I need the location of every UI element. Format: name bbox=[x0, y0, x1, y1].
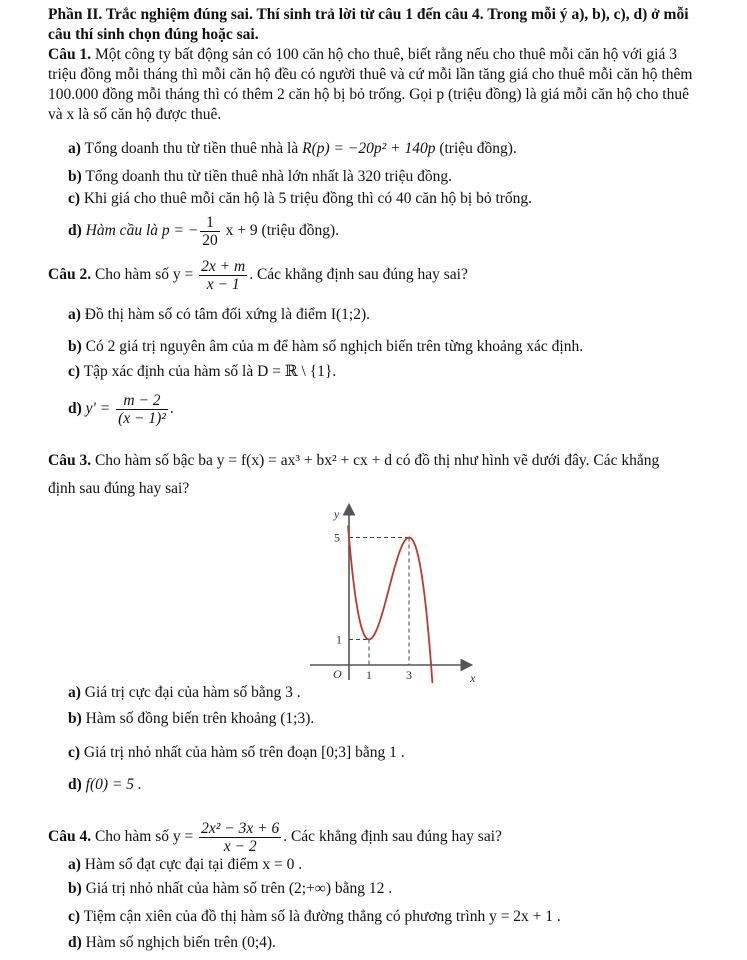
q2-text: Cho hàm số y = bbox=[91, 266, 198, 284]
x-tick-label-1: 1 bbox=[366, 668, 372, 682]
option-label: d) bbox=[68, 400, 82, 418]
option-label: b) bbox=[68, 168, 82, 185]
q1-stem bbox=[48, 46, 677, 64]
section-title-cont: câu thí sinh chọn đúng hoặc sai. bbox=[48, 26, 259, 43]
option-label: a) bbox=[68, 684, 81, 701]
option-text: Hàm số đồng biến trên khoảng (1;3). bbox=[81, 710, 315, 727]
numerator: 2x² − 3x + 6 bbox=[201, 820, 280, 837]
option-label: a) bbox=[68, 306, 81, 323]
q2-option-a bbox=[68, 306, 370, 324]
q4-text: Cho hàm số y = bbox=[91, 828, 198, 846]
q4-stem bbox=[48, 820, 502, 855]
cubic-curve bbox=[348, 526, 432, 684]
q1-stem-4: và x là số căn hộ được thuê. bbox=[48, 106, 222, 123]
y-tick-label-1: 1 bbox=[336, 632, 342, 647]
math: y' = bbox=[81, 400, 115, 418]
x-axis-label: x bbox=[470, 671, 476, 685]
option-label: d) bbox=[68, 222, 82, 240]
option-text: (triệu đồng). bbox=[435, 140, 517, 157]
q3-stem bbox=[48, 452, 659, 470]
q2-text: . Các khẳng định sau đúng hay sai? bbox=[249, 266, 468, 284]
q3-stem-2: định sau đúng hay sai? bbox=[48, 480, 190, 497]
fraction bbox=[200, 214, 220, 249]
guide-lines bbox=[349, 538, 409, 666]
q2-option-c bbox=[68, 362, 336, 381]
q3-option-d bbox=[68, 776, 142, 794]
option-text: Tổng doanh thu từ tiền thuê nhà lớn nhất là 320 triệu đồng. bbox=[81, 168, 452, 185]
q3-label: Câu 3. bbox=[48, 452, 92, 469]
option-text: Khi giá cho thuê mỗi căn hộ là 5 triệu đồng thì có 40 căn hộ bị bỏ trống. bbox=[80, 190, 533, 207]
option-label: b) bbox=[68, 710, 82, 727]
option-text: Tổng doanh thu từ tiền thuê nhà là bbox=[80, 140, 303, 157]
option-label: b) bbox=[68, 338, 82, 355]
option-label: c) bbox=[68, 363, 81, 380]
q1-option-b bbox=[68, 168, 452, 186]
origin-label: O bbox=[333, 667, 342, 681]
option-label: c) bbox=[68, 744, 81, 761]
y-axis-label: y bbox=[334, 507, 340, 521]
section-title: Phần II. Trắc nghiệm đúng sai. Thí sinh trả lời từ câu 1 đến câu 4. Trong mỗi ý a), b), c), d) ở mỗi bbox=[48, 6, 689, 23]
q4-option-b bbox=[68, 880, 392, 898]
q1-option-a bbox=[68, 140, 517, 158]
math: Hàm cầu là p = − bbox=[81, 222, 199, 240]
option-text: Giá trị cực đại của hàm số bằng 3 . bbox=[80, 684, 301, 701]
q3-option-c bbox=[68, 744, 405, 762]
denominator: (x − 1)² bbox=[118, 410, 166, 427]
denominator: 20 bbox=[202, 232, 218, 249]
option-text: Giá trị nhỏ nhất của hàm số trên (2;+∞) bằng 12 . bbox=[81, 880, 393, 897]
q4-option-a bbox=[68, 856, 302, 874]
option-text: . bbox=[169, 400, 174, 418]
option-text: x + 9 (triệu đồng). bbox=[221, 222, 340, 240]
q3-option-b bbox=[68, 710, 314, 728]
q4-option-c bbox=[68, 908, 561, 926]
option-label: a) bbox=[68, 856, 81, 873]
denominator: x − 1 bbox=[206, 276, 240, 293]
option-label: a) bbox=[68, 140, 81, 157]
math: R(p) = −20p² + 140p bbox=[302, 140, 436, 157]
fraction bbox=[199, 820, 281, 855]
fraction bbox=[116, 392, 168, 427]
option-text: Có 2 giá trị nguyên âm của m để hàm số nghịch biến trên từng khoảng xác định. bbox=[81, 338, 584, 355]
option-text: Đồ thị hàm số có tâm đối xứng là điểm I(1;2). bbox=[80, 306, 370, 323]
x-tick-label-3: 3 bbox=[406, 668, 412, 682]
denominator: x − 2 bbox=[223, 838, 257, 855]
option-text: Hàm số nghịch biến trên (0;4). bbox=[81, 934, 276, 951]
option-text: Tiệm cận xiên của đồ thị hàm số là đường thẳng có phương trình y = 2x + 1 . bbox=[80, 908, 561, 925]
q2-label: Câu 2. bbox=[48, 266, 92, 284]
q3-option-a bbox=[68, 684, 301, 702]
y-tick-label-5: 5 bbox=[334, 530, 340, 545]
option-label: d) bbox=[68, 776, 82, 793]
q1-stem-3: 100.000 đồng mỗi tháng thì có thêm 2 căn hộ bị bỏ trống. Gọi p (triệu đồng) là giá mỗi căn hộ cho thuê bbox=[48, 86, 689, 103]
option-label: d) bbox=[68, 934, 82, 951]
option-label: c) bbox=[68, 190, 81, 207]
option-text: Tập xác định của hàm số là D = ℝ \ {1}. bbox=[80, 363, 337, 380]
q2-option-b bbox=[68, 338, 583, 356]
numerator: m − 2 bbox=[116, 392, 168, 410]
option-label: c) bbox=[68, 908, 81, 925]
cubic-graph bbox=[300, 500, 480, 685]
q3-text: Cho hàm số bậc ba y = f(x) = ax³ + bx² + cx + d có đồ thị như hình vẽ dưới đây. Các khẳng bbox=[91, 452, 660, 469]
q2-stem bbox=[48, 258, 468, 293]
q4-option-d bbox=[68, 934, 276, 952]
option-label: b) bbox=[68, 880, 82, 897]
fraction bbox=[199, 258, 247, 293]
q2-option-d bbox=[68, 392, 174, 427]
numerator: 1 bbox=[200, 214, 220, 232]
q1-option-c bbox=[68, 190, 532, 208]
q1-text: Một công ty bất động sản có 100 căn hộ cho thuê, biết rằng nếu cho thuê mỗi căn hộ với giá 3 bbox=[91, 46, 677, 63]
math: f(0) = 5 . bbox=[81, 776, 142, 793]
q1-option-d bbox=[68, 214, 339, 249]
option-text: Giá trị nhỏ nhất của hàm số trên đoạn [0;3] bằng 1 . bbox=[80, 744, 405, 761]
q1-stem-2: triệu đồng mỗi tháng thì mỗi căn hộ đều có người thuê và cứ mỗi lần tăng giá cho thuê mỗi căn hộ thêm bbox=[48, 66, 693, 83]
q4-text: . Các khẳng định sau đúng hay sai? bbox=[283, 828, 502, 846]
q4-label: Câu 4. bbox=[48, 828, 92, 846]
numerator: 2x + m bbox=[201, 258, 246, 275]
option-text: Hàm số đạt cực đại tại điểm x = 0 . bbox=[80, 856, 303, 873]
q1-label: Câu 1. bbox=[48, 46, 92, 63]
